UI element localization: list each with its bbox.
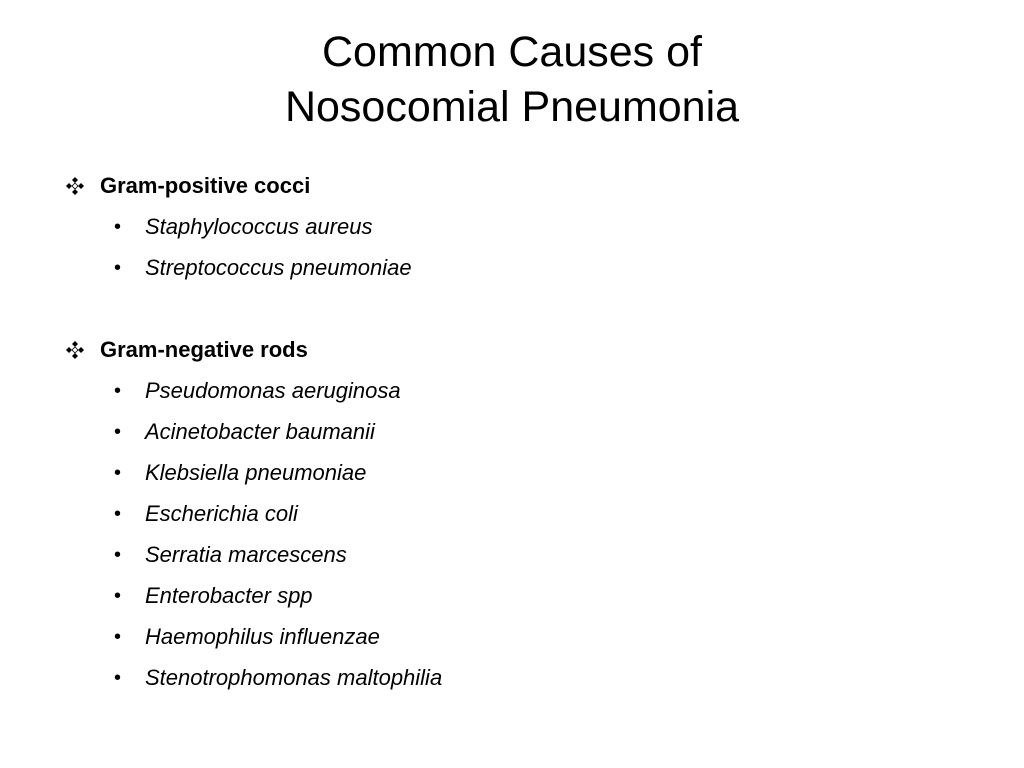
- group-heading-label: Gram-negative rods: [100, 337, 308, 362]
- bullet-dot-icon: •: [114, 503, 122, 525]
- group-gram-negative: [66, 332, 442, 701]
- list-item: [66, 414, 442, 455]
- list-item: [66, 537, 442, 578]
- bullet-dot-icon: •: [114, 626, 122, 648]
- organism-name: Enterobacter spp: [145, 583, 313, 608]
- bullet-dot-icon: •: [114, 257, 122, 279]
- organism-name: Serratia marcescens: [145, 542, 347, 567]
- organism-name: Pseudomonas aeruginosa: [145, 378, 401, 403]
- organism-name: Streptococcus pneumoniae: [145, 255, 412, 280]
- title-line-2: Nosocomial Pneumonia: [284, 83, 740, 131]
- group-heading: [66, 168, 412, 204]
- list-item: [66, 250, 412, 291]
- list-item: [66, 660, 442, 701]
- organism-list: [66, 209, 412, 291]
- group-heading-label: Gram-positive cocci: [100, 173, 311, 198]
- organism-list: [66, 373, 442, 701]
- bullet-dot-icon: •: [114, 380, 122, 402]
- group-heading: [66, 332, 442, 368]
- list-item: [66, 455, 442, 496]
- bullet-dot-icon: •: [114, 462, 122, 484]
- list-item: [66, 496, 442, 537]
- organism-name: Escherichia coli: [145, 501, 298, 526]
- organism-name: Staphylococcus aureus: [145, 214, 373, 239]
- four-diamond-icon: [66, 177, 84, 195]
- list-item: [66, 373, 442, 414]
- slide-title: [0, 25, 1024, 135]
- list-item: [66, 578, 442, 619]
- list-item: [66, 209, 412, 250]
- bullet-dot-icon: •: [114, 544, 122, 566]
- group-gram-positive: [66, 168, 412, 291]
- organism-name: Klebsiella pneumoniae: [145, 460, 367, 485]
- organism-name: Stenotrophomonas maltophilia: [145, 665, 443, 690]
- title-line-1: Common Causes of: [322, 28, 702, 76]
- bullet-dot-icon: •: [114, 421, 122, 443]
- bullet-dot-icon: •: [114, 216, 122, 238]
- four-diamond-icon: [66, 341, 84, 359]
- bullet-dot-icon: •: [114, 585, 122, 607]
- list-item: [66, 619, 442, 660]
- organism-name: Haemophilus influenzae: [145, 624, 380, 649]
- organism-name: Acinetobacter baumanii: [145, 419, 375, 444]
- bullet-dot-icon: •: [114, 667, 122, 689]
